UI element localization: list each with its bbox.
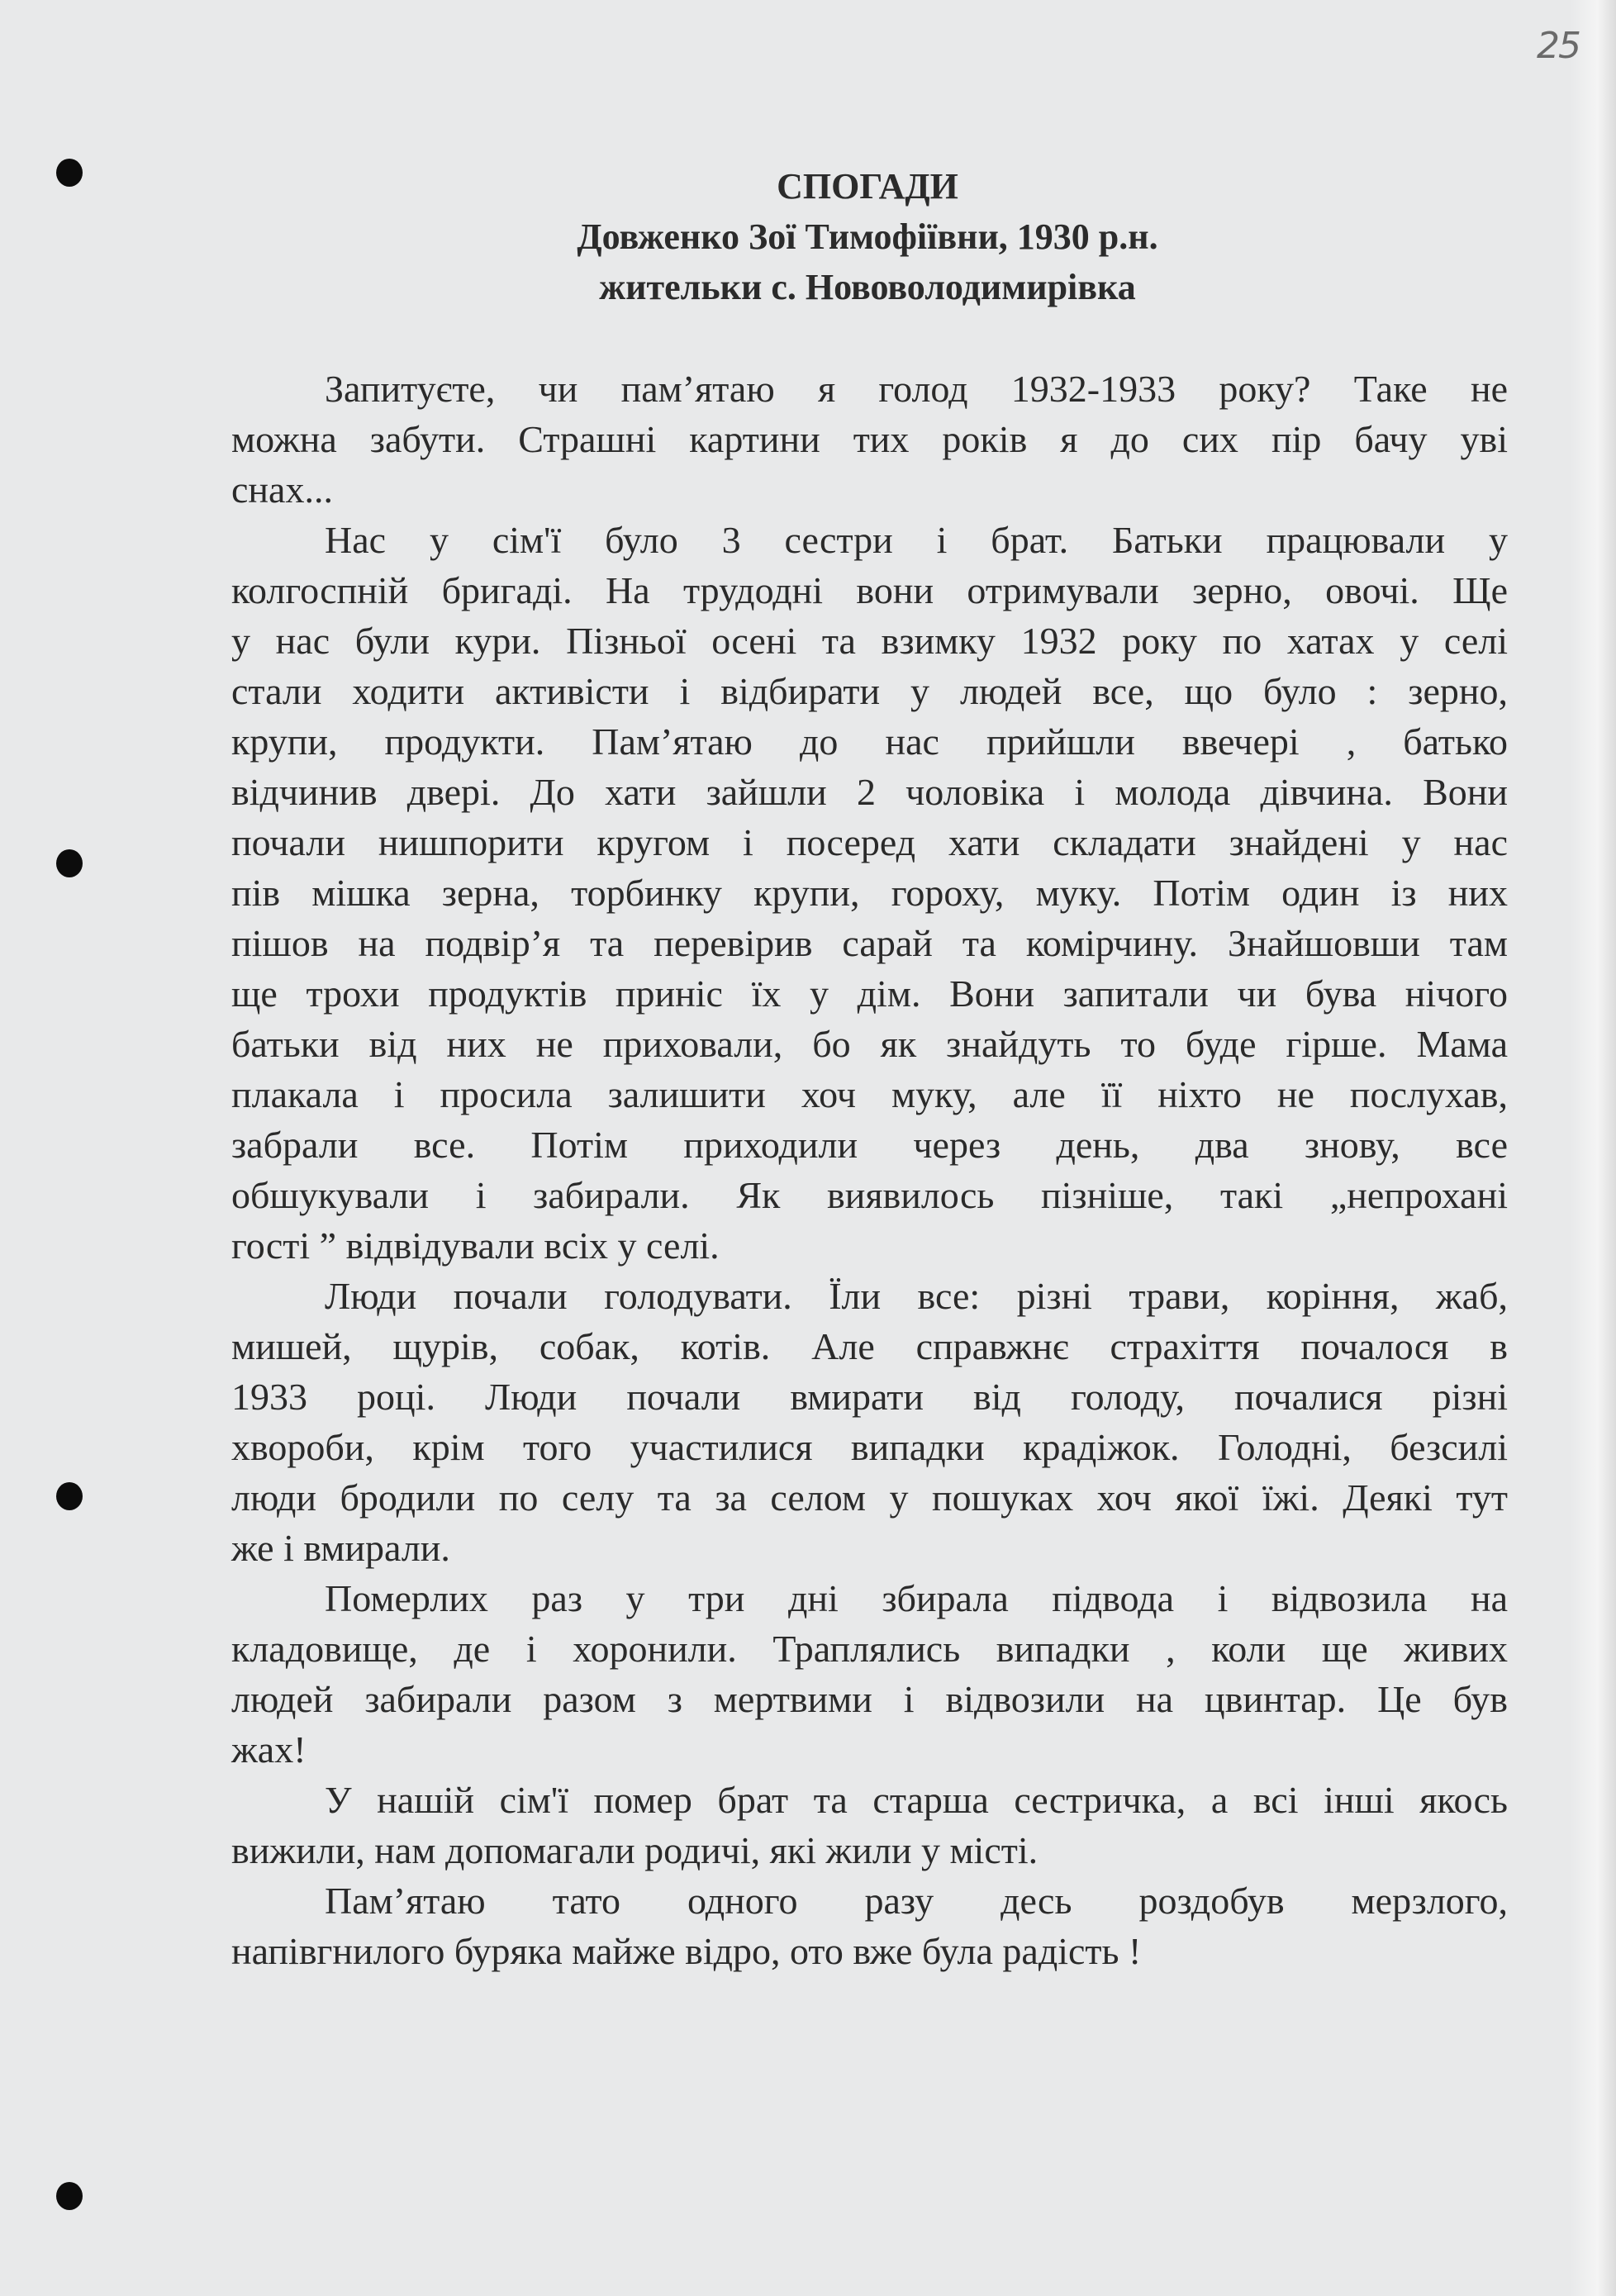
text-line: снах... [231, 468, 333, 511]
text-line: ще трохи продуктів приніс їх у дім. Вони запитали чи бува нічого [231, 972, 1508, 1015]
text-line: Пам’ятаю тато одного разу десь роздобув мерзлого, [325, 1880, 1508, 1922]
punch-hole [56, 1482, 83, 1510]
text-line: 1933 році. Люди почали вмирати від голоду, почалися різні [231, 1376, 1508, 1418]
title-residence: жительки с. Нововолодимирівка [599, 267, 1136, 307]
text-line: батьки від них не приховали, бо як знайдуть то буде гірше. Мама [231, 1023, 1508, 1065]
text-line: гості ” відвідували всіх у селі. [231, 1224, 720, 1267]
document-title [0, 161, 1616, 312]
paragraph [231, 515, 1508, 1271]
text-line: Померлих раз у три дні збирала підвода і відвозила на [325, 1577, 1508, 1619]
text-line: кладовище, де і хоронили. Траплялись випадки , коли ще живих [231, 1628, 1508, 1670]
text-line: обшукували і забирали. Як виявилось пізніше, такі „непрохані [231, 1174, 1508, 1216]
text-line: пішов на подвір’я та перевірив сарай та комірчину. Знайшовши там [231, 922, 1508, 964]
handwritten-page-number: 25 [1537, 25, 1580, 67]
text-line: можна забути. Страшні картини тих років я до сих пір бачу уві [231, 418, 1508, 460]
paragraph [231, 1775, 1508, 1875]
text-line: людей забирали разом з мертвими і відвозили на цвинтар. Це був [231, 1678, 1508, 1720]
title-heading: СПОГАДИ [777, 166, 958, 207]
text-line: жах! [231, 1728, 307, 1771]
paragraph [231, 1573, 1508, 1775]
text-line: же і вмирали. [231, 1527, 450, 1569]
punch-hole [56, 2182, 83, 2210]
text-line: мишей, щурів, собак, котів. Але справжнє страхіття почалося в [231, 1325, 1508, 1367]
text-line: плакала і просила залишити хоч муку, але її ніхто не послухав, [231, 1073, 1508, 1115]
text-line: вижили, нам допомагали родичі, які жили у місті. [231, 1829, 1039, 1871]
text-line: стали ходити активісти і відбирати у людей все, що було : зерно, [231, 670, 1508, 712]
text-line: напівгнилого буряка майже відро, ото вже була радість ! [231, 1930, 1142, 1972]
page-edge [1570, 0, 1616, 2296]
paragraph [231, 364, 1508, 515]
text-line: Нас у сім'ї було 3 сестри і брат. Батьки працювали у [325, 519, 1508, 561]
paragraph [231, 1875, 1508, 1976]
punch-hole [56, 849, 83, 877]
text-line: пів мішка зерна, торбинку крупи, гороху, муку. Потім один із них [231, 872, 1508, 914]
title-author: Довженко Зої Тимофіївни, 1930 р.н. [577, 216, 1158, 257]
paragraph [231, 1271, 1508, 1573]
text-line: почали нишпорити кругом і посеред хати складати знайдені у нас [231, 821, 1508, 863]
document-body [231, 364, 1508, 1976]
text-line: Люди почали голодувати. Їли все: різні трави, коріння, жаб, [325, 1275, 1508, 1317]
text-line: Запитуєте, чи пам’ятаю я голод 1932-1933 року? Таке не [325, 368, 1508, 410]
text-line: у нас були кури. Пізньої осені та взимку 1932 року по хатах у селі [231, 620, 1508, 662]
text-line: забрали все. Потім приходили через день, два знову, все [231, 1124, 1508, 1166]
text-line: колгоспній бригаді. На трудодні вони отримували зерно, овочі. Ще [231, 569, 1508, 611]
text-line: відчинив двері. До хати зайшли 2 чоловіка і молода дівчина. Вони [231, 771, 1508, 813]
text-line: хвороби, крім того участилися випадки крадіжок. Голодні, безсилі [231, 1426, 1508, 1468]
text-line: У нашій сім'ї помер брат та старша сестричка, а всі інші якось [325, 1779, 1508, 1821]
text-line: крупи, продукти. Пам’ятаю до нас прийшли ввечері , батько [231, 720, 1508, 763]
text-line: люди бродили по селу та за селом у пошуках хоч якої їжі. Деякі тут [231, 1476, 1508, 1519]
